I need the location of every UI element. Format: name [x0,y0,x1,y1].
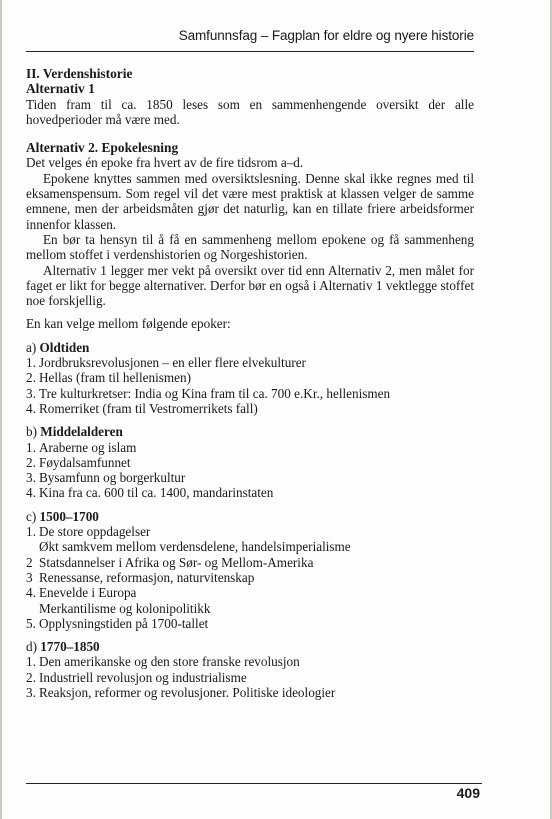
page-edge-left [0,0,2,819]
alt1-heading: Alternativ 1 [26,81,95,97]
header-rule [26,51,474,52]
item-number: 3. [26,470,36,486]
alt2-paragraph: Det velges én epoke fra hvert av de fire tidsrom a–d. [26,155,304,171]
item-number: 3. [26,684,36,700]
period-heading [26,424,474,439]
period-letter: b) [26,424,37,440]
item-text: Industriell revolusjon og industrialisme [39,669,247,685]
item-number: 1. [26,439,36,455]
item-text: Romerriket (fram til Vestromerrikets fall) [39,400,258,416]
period-items [26,355,474,416]
item-number: 1. [26,524,36,540]
period-title: 1770–1850 [40,639,100,655]
footer-rule [26,783,482,784]
item-text: Enevelde i Europa [39,585,137,601]
item-number: 2. [26,454,36,470]
page-number: 409 [456,785,480,801]
period-list [26,332,474,701]
period-items [26,440,474,501]
list-item [26,370,474,385]
running-head: Samfunnsfag – Fagplan for eldre og nyere historie [178,28,474,43]
item-text: De store oppdagelser [39,524,151,540]
period-letter: c) [26,508,37,524]
alt1-text: Tiden fram til ca. 1850 leses som en sammenhengende oversikt der alle hovedperioder må være med. [26,96,474,127]
period-letter: d) [26,639,37,655]
item-text: Hellas (fram til hellenismen) [39,370,191,386]
list-item [26,355,474,370]
item-text: Jordbruksrevolusjonen – en eller flere elvekulturer [39,355,306,371]
item-text: Araberne og islam [39,439,137,455]
item-subtext: Økt samkvem mellom verdensdelene, handelsimperialisme [39,539,351,555]
item-number: 4. [26,400,36,416]
list-item [26,440,474,455]
item-text: Bysamfunn og borgerkultur [39,470,186,486]
item-number: 5. [26,615,36,631]
item-number: 2. [26,370,36,386]
item-text: Den amerikanske og den store franske revolusjon [39,654,300,670]
alt2-paragraph: En bør ta hensyn til å få en sammenheng mellom epokene og få sammenheng mellom stoffet i verdenshistorien og Norgeshistorien. [26,231,474,263]
section-title: II. Verdenshistorie [26,66,133,81]
list-item [26,555,474,570]
alt2-paragraph: Epokene knyttes sammen med oversiktslesning. Denne skal ikke regnes med til eksamenspensum. Som regel vil det være mest praktisk at klassen velger de samme emnene, men der arbeidsmåten gjør det naturlig, kan en tillate friere arbeidsformer innenfor klassen. [26,170,474,232]
list-item [26,455,474,470]
item-subtext: Merkantilisme og kolonipolitikk [39,600,211,616]
page-content [26,66,474,700]
period-letter: a) [26,339,37,355]
list-item [26,670,474,685]
item-number: 4. [26,585,36,601]
list-item [26,524,474,555]
period-title: 1500–1700 [39,508,99,524]
item-number: 1. [26,355,36,371]
period-heading [26,340,474,355]
list-item [26,685,474,700]
list-item [26,485,474,500]
item-text: Kina fra ca. 600 til ca. 1400, mandarinstaten [39,485,274,501]
item-number: 1. [26,654,36,670]
list-item [26,470,474,485]
list-item [26,654,474,669]
period-title: Middelalderen [40,424,123,440]
epoch-choice-intro: En kan velge mellom følgende epoker: [26,316,231,332]
period-items [26,654,474,700]
list-item [26,585,474,616]
alt2-heading: Alternativ 2. Epokelesning [26,140,179,156]
item-number: 3. [26,385,36,401]
period-title: Oldtiden [39,339,90,355]
item-text: Tre kulturkretser: India og Kina fram til ca. 700 e.Kr., hellenismen [39,385,391,401]
item-number: 3 [26,569,33,585]
list-item [26,401,474,416]
item-text: Statsdannelser i Afrika og Sør- og Mellom-Amerika [39,554,314,570]
alt2-paragraph: Alternativ 1 legger mer vekt på oversikt over tid enn Alternativ 2, men målet for faget er likt for begge alternativer. Derfor bør en også i Alternativ 1 vektlegge stoffet noe forskjellig. [26,262,474,309]
list-item [26,570,474,585]
item-text: Renessanse, reformasjon, naturvitenskap [39,569,255,585]
item-number: 4. [26,485,36,501]
period-heading [26,639,474,654]
list-item [26,616,474,631]
item-number: 2. [26,669,36,685]
list-item [26,386,474,401]
item-text: Reaksjon, reformer og revolusjoner. Politiske ideologier [39,684,336,700]
item-text: Opplysningstiden på 1700-tallet [39,615,209,631]
period-heading [26,509,474,524]
period-items [26,524,474,631]
item-text: Føydalsamfunnet [39,454,131,470]
item-number: 2 [26,554,33,570]
